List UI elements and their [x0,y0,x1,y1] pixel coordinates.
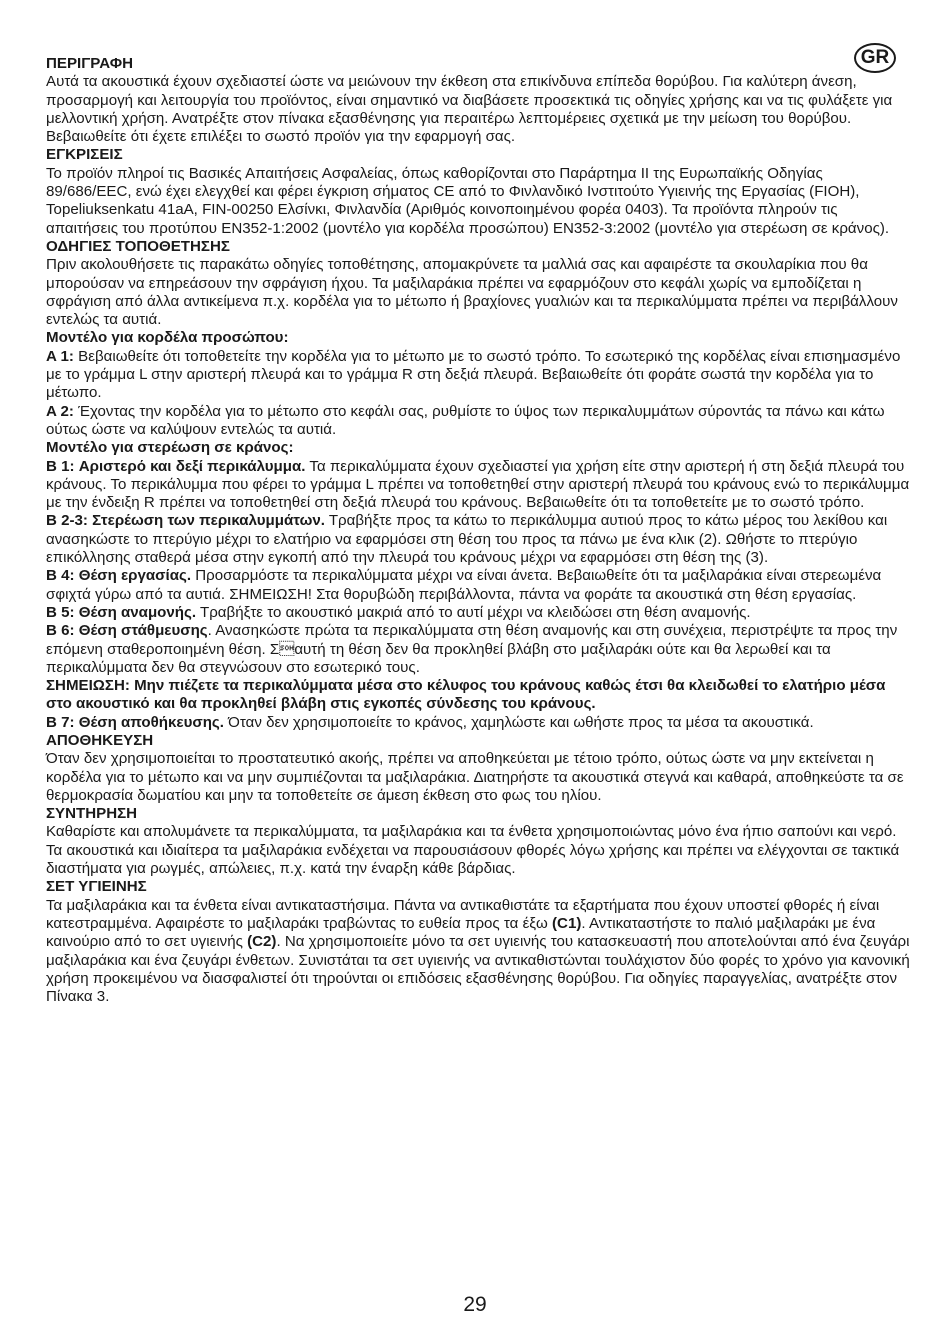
section-title-storage: ΑΠΟΘΗΚΕΥΣΗ [46,731,154,749]
section-text-description: Αυτά τα ακουστικά έχουν σχεδιαστεί ώστε να μειώνουν την έκθεση στα επικίνδυνα επίπεδα θορύβου. Για καλύτερη άνεση, προσαρμογή και λειτουργία του προϊόντος, είναι σημαντικό να διαβάσετε προσεκτικά τις οδηγίες χρήσης και να τις φυλάξετε για μελλοντική χρήση. Ανατρέξτε στον πίνακα εξασθένησης για περαιτέρω λεπτομέρειες σχετικά με την μείωση του θορύβου. Βεβαιωθείτε ότι έχετε επιλέξει το σωστό προϊόν για την εφαρμογή σας. [46,73,893,146]
step-b7-text: Όταν δεν χρησιμοποιείτε το κράνος, χαμηλώστε και ωθήστε προς τα μέσα τα ακουστικά. [223,713,814,731]
step-a1 [46,348,912,403]
section-text-approvals: Το προϊόν πληροί τις Βασικές Απαιτήσεις Ασφαλείας, όπως καθορίζονται στο Παράρτημα II της Ευρωπαϊκής Οδηγίας 89/686/EEC, ενώ έχει ελεγχθεί και φέρει έγκριση σήματος CE από το Φινλανδικό Ινστιτούτο Υγιεινής της Εργασίας (FIOH), Topeliuksenkatu 41aA, FIN-00250 Ελσίνκι, Φινλανδία (Αριθμός κοινοποιημένου φορέα 0403). Τα προϊόντα πληρούν τις απαιτήσεις του προτύπου EN352-1:2002 (μοντέλο για κορδέλα προσώπου) EN352-3:2002 (μοντέλο για στερέωση σε κράνος). [46,164,890,237]
document-body [46,55,912,1006]
step-b1 [46,458,912,513]
step-b23 [46,512,912,567]
hygiene-ref-c2: (C2) [247,933,277,951]
step-b6 [46,622,912,677]
step-b4-text: Προσαρμόστε τα περικαλύμματα μέχρι να είναι άνετα. Βεβαιωθείτε ότι τα μαξιλαράκια είναι στερεωμένα σφιχτά γύρω από τα αυτιά. ΣΗΜΕΙΩΣΗ! Στα θορυβώδη περιβάλλοντα, πάντα να φοράτε τα ακουστικά στη θέση εργασίας. [46,567,882,603]
section-text-maintenance: Καθαρίστε και απολυμάνετε τα περικαλύμματα, τα μαξιλαράκια και τα ένθετα χρησιμοποιώντας μόνο ένα ήπιο σαπούνι και νερό. Τα ακουστικά και ιδιαίτερα τα μαξιλαράκια ενδέχεται να παρουσιάσουν φθορές λόγω χρήσης και πρέπει να ελέγχονται σε τακτικά διαστήματα για ρωγμές, απώλειες, π.χ. κατά την έναρξη κάθε βάρδιας. [46,823,900,878]
section-title-hygiene: ΣΕΤ ΥΓΙΕΙΝΗΣ [46,878,147,896]
step-b4-label: B 4: Θέση εργασίας. [46,567,192,585]
section-title-maintenance: ΣΥΝΤΗΡΗΣΗ [46,805,138,823]
step-b5-label: B 5: Θέση αναμονής. [46,603,197,621]
subtitle-headband-model: Μοντέλο για κορδέλα προσώπου: [46,329,289,347]
step-b6-text: . Ανασηκώστε πρώτα τα περικαλύμματα στη θέση αναμονής και στη συνέχεια, περιστρέψτε τα προς την επόμενη σταθεροποιημένη θέση. Σαυτή τη θέση δεν θα προκληθεί βλάβη στο μαξιλαράκι ούτε και θα λερωθεί και τα περικαλύμματα δεν θα στεγνώσουν στο εσωτερικό τους. [46,622,898,676]
step-b5 [46,604,912,622]
step-b23-label: B 2-3: Στερέωση των περικαλυμμάτων. [46,512,325,530]
step-b6-label: B 6: Θέση στάθμευσης [46,622,208,640]
hygiene-ref-c1: (C1) [552,914,582,932]
section-title-approvals: ΕΓΚΡΙΣΕΙΣ [46,146,123,164]
step-b1-label: B 1: Αριστερό και δεξί περικάλυμμα. [46,457,306,475]
page-number: 29 [463,1293,487,1316]
step-b23-text: Τραβήξτε προς τα κάτω το περικάλυμμα αυτιού προς το κάτω μέρος του λεκίθου και ανασηκώστε το πτερύγιο μέχρι το ελατήριο να εφαρμόσει στη θέση του προς τα πάνω με ένα κλικ (2). Ωθήστε το πτερύγιο επικόλλησης σταθερά μέσα στην εγκοπή από την πλευρά του κράνους μέχρι να εφαρμόσει στη θέση της (3). [46,512,888,567]
section-text-storage: Όταν δεν χρησιμοποιείται το προστατευτικό ακοής, πρέπει να αποθηκεύεται με τέτοιο τρόπο, ούτως ώστε να μην εκτείνεται η κορδέλα για το μέτωπο και να μην συμπιέζονται τα μαξιλαράκια. Διατηρήστε τα ακουστικά στεγνά και καθαρά, αποθηκεύστε τα σε θερμοκρασία δωματίου και μην τα τοποθετείτε σε άμεση έκθεση στο φως του ηλίου. [46,750,904,804]
step-a2 [46,403,912,440]
section-text-fitting: Πριν ακολουθήσετε τις παρακάτω οδηγίες τοποθέτησης, απομακρύνετε τα μαλλιά σας και αφαιρέστε τα σκουλαρίκια που θα μπορούσαν να επηρεάσουν την σφράγιση ήχου. Τα μαξιλαράκια πρέπει να εφαρμόζουν στο κεφάλι χωρίς να εμποδίζεται η σφράγιση από άλλα αντικείμενα π.χ. κορδέλα για το μέτωπο ή βραχίονες γυαλιών και τα περικαλύμματα πρέπει να περιβάλλουν εντελώς τα αυτιά. [46,256,898,329]
hygiene-text-part-1: Τα μαξιλαράκια και τα ένθετα είναι αντικαταστήσιμα. Πάντα να αντικαθιστάτε τα εξαρτήματα που έχουν υποστεί φθορές ή είναι κατεστραμμένα. Αφαιρέστε το μαξιλαράκι τραβώντας το ευθεία προς τα έξω [46,896,880,932]
step-a1-text: Βεβαιωθείτε ότι τοποθετείτε την κορδέλα για το μέτωπο με το σωστό τρόπο. Το εσωτερικό της κορδέλας είναι επισημασμένο με το γράμμα L στην αριστερή πλευρά και το γράμμα R στη δεξιά πλευρά. Βεβαιωθείτε ότι φοράτε σωστά την κορδέλα για το μέτωπο. [46,347,901,402]
step-b4 [46,567,912,604]
hygiene-text-part-3: . Να χρησιμοποιείτε μόνο τα σετ υγιεινής του κατασκευαστή που αποτελούνται από ένα ζευγάρι μαξιλαράκια και ένα ζευγάρι ένθετων. Συνιστάται τα σετ υγιεινής να αντικαθιστώνται τουλάχιστον δύο φορές το χρόνο για κανονική χρήση προκειμένου να διασφαλιστεί ότι τηρούνται οι επιδόσεις εξασθένησης θορύβου. Για οδηγίες παραγγελίας, ανατρέξτε στον Πίνακα 3. [46,933,910,1006]
subtitle-helmet-model: Μοντέλο για στερέωση σε κράνος: [46,439,294,457]
section-title-description: ΠΕΡΙΓΡΑΦΗ [46,55,134,72]
step-a1-label: A 1: [46,347,74,365]
section-text-hygiene [46,897,912,1007]
hygiene-text-part-2: . Αντικαταστήστε το παλιό μαξιλαράκι με ένα καινούριο από το σετ υγιεινής [46,914,876,951]
step-b7 [46,714,912,732]
step-b5-text: Τραβήξτε το ακουστικό μακριά από το αυτί μέχρι να κλειδώσει στη θέση αναμονής. [196,603,751,621]
step-b7-label: B 7: Θέση αποθήκευσης. [46,713,224,731]
language-badge: GR [854,43,896,73]
step-b1-text: Τα περικαλύμματα έχουν σχεδιαστεί για χρήση είτε στην αριστερή ή στη δεξιά πλευρά του κράνους. Το περικάλυμμα που φέρει το γράμμα L πρέπει να τοποθετηθεί στην αριστερή πλευρά του κράνους ενώ το περικάλυμμα με την ένδειξη R πρέπει να τοποθετηθεί στη δεξιά πλευρά του κράνους. Βεβαιωθείτε ότι τα τοποθετείτε με το σωστό τρόπο. [46,457,910,512]
section-title-fitting: ΟΔΗΓΙΕΣ ΤΟΠΟΘΕΤΗΣΗΣ [46,237,230,255]
step-a2-label: A 2: [46,402,74,420]
step-a2-text: Έχοντας την κορδέλα για το μέτωπο στο κεφάλι σας, ρυθμίστε το ύψος των περικαλυμμάτων σύροντάς τα πάνω και κάτω ούτως ώστε να καλύψουν εντελώς τα αυτιά. [46,402,885,438]
helmet-note: ΣΗΜΕΙΩΣΗ: Μην πιέζετε τα περικαλύμματα μέσα στο κέλυφος του κράνους καθώς έτσι θα κλειδωθεί το ελατήριο μέσα στο ακουστικό και θα προκληθεί βλάβη στις εγκοπές σύνδεσης του κράνους. [46,677,886,713]
